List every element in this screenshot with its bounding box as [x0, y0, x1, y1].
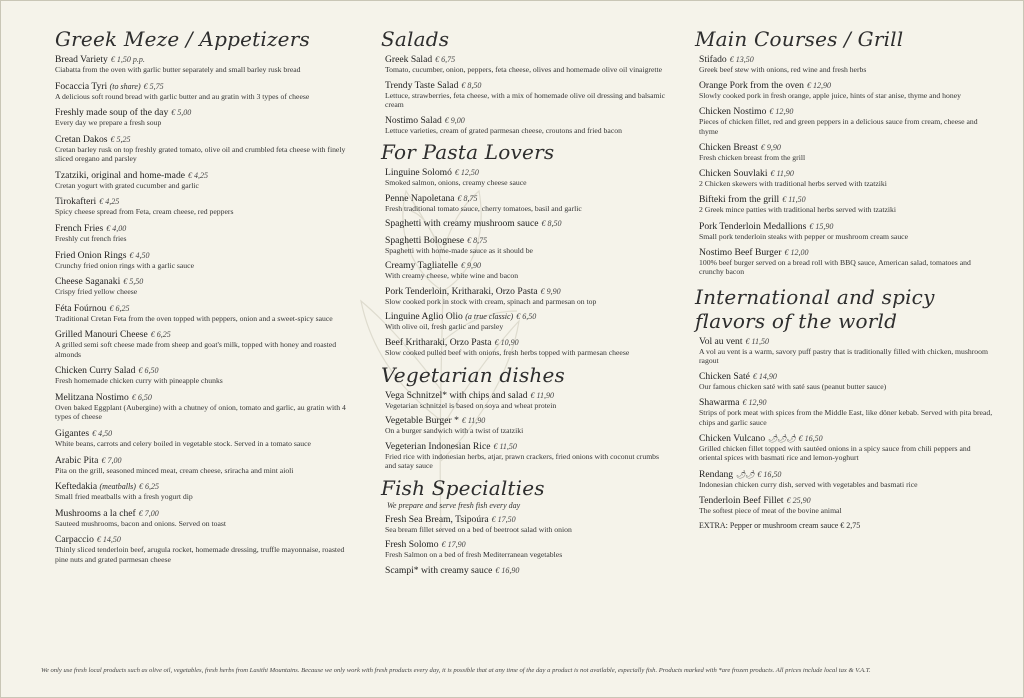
menu-item-price: € 9,00	[444, 115, 465, 125]
menu-item-header	[55, 365, 355, 376]
menu-item-name: Fresh Solomo	[385, 539, 439, 551]
menu-item	[699, 194, 995, 214]
menu-item-price: € 13,50	[729, 55, 754, 64]
menu-item-price: € 6,50	[516, 312, 537, 322]
menu-item-header	[385, 167, 671, 178]
menu-item-header	[55, 223, 355, 234]
pasta-list	[381, 167, 671, 357]
menu-item-header	[385, 260, 671, 271]
menu-item-header	[55, 508, 355, 519]
menu-item-price: € 5,75	[143, 81, 164, 91]
menu-item-description: Crunchy fried onion rings with a garlic sauce	[55, 260, 194, 270]
column-right	[695, 27, 995, 530]
menu-item-header	[385, 80, 671, 91]
menu-item	[381, 390, 671, 410]
menu-item-name: Beef Kritharaki, Orzo Pasta	[385, 336, 492, 348]
menu-item-price: € 8,50	[461, 80, 482, 90]
menu-item-price: € 5,50	[123, 277, 144, 287]
menu-item	[699, 469, 995, 489]
menu-item	[55, 303, 355, 323]
menu-item-note: (a true classic)	[465, 312, 514, 322]
menu-item	[699, 221, 995, 241]
menu-item-description: A vol au vent is a warm, savory puff pastry that is traditionally filled with chicken, mushroom ragout	[699, 346, 988, 366]
menu-item	[55, 481, 355, 501]
menu-item-name: Scampi* with creamy sauce	[385, 564, 493, 576]
menu-item	[381, 193, 671, 213]
menu-item-name: Arabic Pita	[55, 454, 99, 466]
menu-item-price: € 9,90	[460, 261, 481, 271]
menu-item	[699, 54, 995, 74]
menu-item	[55, 534, 355, 564]
section-title-vegetarian: Vegetarian dishes	[381, 362, 566, 387]
menu-item	[381, 415, 671, 435]
menu-item-price: € 11,90	[530, 390, 554, 400]
menu-item-price: € 11,50	[493, 441, 517, 451]
footer-note: We only use fresh local products such as olive oil, vegetables, fresh herbs from Lasithi Mountains. Because we only work with fresh products every day, it is possible that at any time of the day a product is not available, especially fish. Products marked with *are frozen products. All prices include local tax & V.A.T.	[41, 667, 871, 674]
menu-item-header	[55, 392, 355, 403]
menu-item-price: € 7,00	[101, 455, 122, 465]
menu-item-description: Traditional Cretan Feta from the oven topped with peppers, onion and a sweet-spicy sauce	[55, 313, 333, 323]
menu-item-header	[385, 54, 671, 65]
menu-item-price: € 16,90	[495, 565, 520, 575]
menu-item-description: Vegetarian schnitzel is based on soya and wheat protein	[385, 400, 557, 410]
menu-item-description: Every day we prepare a fresh soup	[55, 118, 162, 128]
menu-item-price: € 6,25	[150, 330, 171, 340]
menu-item-name: Féta Foúrnou	[55, 302, 107, 314]
menu-item-description: Ciabatta from the oven with garlic butter separately and small barley rusk bread	[55, 65, 301, 74]
menu-item-price: € 16,50	[798, 434, 823, 444]
menu-item-description: Spaghetti with home-made sauce as it should be	[385, 245, 533, 255]
menu-item-description: Pieces of chicken fillet, red and green peppers in a delicious sauce from cream, cheese and thyme	[699, 117, 978, 136]
menu-item-header	[385, 311, 671, 322]
menu-item	[699, 371, 995, 391]
menu-item	[381, 167, 671, 187]
menu-item-price: € 15,90	[809, 221, 834, 231]
menu-item-note: (meatballs)	[99, 482, 136, 492]
menu-item-price: € 10,90	[494, 337, 519, 347]
menu-item-description: Lettuce, strawberries, feta cheese, with a mix of homemade olive oil dressing and balsamic cream	[385, 90, 666, 109]
menu-item-description: Our famous chicken saté with saté saus (peanut butter sauce)	[699, 382, 887, 392]
menu-item-name: Vegeterian Indonesian Rice	[385, 440, 491, 452]
menu-item-name: Shawarma	[699, 397, 740, 409]
menu-item-name: Trendy Taste Salad	[385, 79, 459, 91]
menu-item	[699, 397, 995, 427]
menu-item-price: € 6,25	[109, 303, 130, 313]
menu-item-name: Focaccia Tyri	[55, 80, 108, 92]
menu-item-header	[55, 81, 355, 92]
menu-item-header	[699, 469, 995, 480]
section-title-fish: Fish Specialties	[381, 475, 545, 500]
menu-item	[381, 115, 671, 135]
menu-item-price: € 6,50	[138, 366, 159, 376]
menu-item-name: Cretan Dakos	[55, 133, 108, 145]
menu-item-price: € 11,90	[461, 416, 486, 426]
menu-item-name: Nostimo Salad	[385, 114, 442, 126]
menu-item-description: Small fried meatballs with a fresh yogurt dip	[55, 492, 193, 502]
menu-item-header	[699, 495, 995, 506]
menu-item	[55, 223, 355, 243]
menu-item-header	[385, 539, 671, 550]
menu-item-name: Fried Onion Rings	[55, 249, 127, 261]
menu-item-description: Fresh Salmon on a bed of fresh Mediterranean vegetables	[385, 550, 563, 560]
menu-item-description: Fried rice with indonesian herbs, atjar, prawn crackers, fried onions with coconut crumbs and satay sauce	[385, 451, 660, 471]
menu-item-description: Small pork tenderloin steaks with pepper or mushroom cream sauce	[699, 231, 909, 241]
menu-item-header	[55, 428, 355, 439]
menu-item-price: € 12,50	[454, 168, 479, 178]
menu-item-price: € 14,90	[752, 372, 777, 382]
menu-item-header	[385, 514, 671, 525]
menu-item-description: Slow cooked pork in stock with cream, spinach and parmesan on top	[385, 296, 597, 306]
menu-item-price: € 25,90	[786, 495, 811, 505]
menu-item-header	[385, 415, 671, 426]
menu-item-description: A delicious soft round bread with garlic butter and au gratin with 3 types of cheese	[55, 91, 310, 101]
menu-item-name: Chicken Vulcano	[699, 433, 766, 445]
menu-item-name: Tenderloin Beef Fillet	[699, 494, 784, 506]
menu-item-header	[55, 54, 355, 65]
menu-item-price: € 17,50	[491, 514, 516, 524]
menu-item-description: Crispy fried yellow cheese	[55, 287, 138, 297]
column-middle	[381, 27, 671, 581]
menu-item	[699, 80, 995, 100]
menu-item	[381, 235, 671, 255]
menu-item-header	[699, 194, 995, 205]
section-title-international: International and spicy flavors of the world	[695, 284, 935, 333]
menu-item	[381, 286, 671, 306]
menu-item-description: With olive oil, fresh garlic and parsley	[385, 322, 504, 332]
menu-item-description: Lettuce varieties, cream of grated parmesan cheese, croutons and fried bacon	[385, 125, 622, 135]
menu-item-name: Freshly made soup of the day	[55, 107, 169, 119]
menu-item-name: Chicken Curry Salad	[55, 365, 136, 377]
menu-item	[55, 250, 355, 270]
menu-item-note: (to share)	[109, 81, 141, 91]
menu-item	[381, 539, 671, 559]
menu-item	[381, 260, 671, 280]
menu-item-header	[699, 168, 995, 179]
menu-item	[55, 107, 355, 127]
menu-item-name: Fresh Sea Bream, Tsipoúra	[385, 513, 489, 525]
menu-item-price: € 4,25	[188, 170, 208, 180]
mains-list	[695, 54, 995, 277]
menu-item-price: € 4,00	[106, 223, 127, 233]
menu-item-name: Stifado	[699, 54, 727, 65]
menu-item-description: Fresh homemade chicken curry with pineapple chunks	[55, 376, 223, 386]
menu-item-price: € 5,25	[110, 134, 131, 144]
menu-item-name: Orange Pork from the oven	[699, 80, 804, 92]
vegetarian-list	[381, 390, 671, 471]
menu-item-description: Indonesian chicken curry dish, served with vegetables and basmati rice	[699, 479, 918, 489]
menu-item-header	[385, 235, 671, 246]
menu-item	[55, 196, 355, 216]
menu-item-name: Chicken Saté	[699, 371, 750, 383]
menu-item-header	[385, 115, 671, 126]
menu-item-header	[699, 221, 995, 232]
menu-item-header	[699, 80, 995, 91]
menu-item-price: € 6,50	[131, 392, 152, 402]
menu-item-description: Smoked salmon, onions, creamy cheese sauce	[385, 178, 527, 188]
menu-item-description: On a burger sandwich with a twist of tzatziki	[385, 426, 524, 436]
menu-item-name: Greek Salad	[385, 54, 433, 65]
menu-item	[699, 142, 995, 162]
menu-item	[381, 218, 671, 229]
menu-item-header	[55, 107, 355, 118]
menu-item-header	[699, 106, 995, 117]
menu-item-name: Tirokafteri	[55, 196, 97, 208]
menu-item-header	[55, 534, 355, 545]
menu-item-name: Mushrooms a la chef	[55, 507, 136, 519]
menu-item-name: Spaghetti Bolognese	[385, 234, 465, 246]
menu-item-name: Vol au vent	[699, 335, 743, 347]
menu-item-description: 2 Chicken skewers with traditional herbs served with tzatziki	[699, 179, 887, 189]
menu-item-header	[699, 336, 995, 347]
menu-item-price: € 8,75	[467, 235, 488, 245]
menu-item-name: Grilled Manouri Cheese	[55, 329, 148, 341]
menu-item-description: Sauteed mushrooms, bacon and onions. Served on toast	[55, 518, 227, 528]
menu-item-header	[385, 286, 671, 297]
fish-list	[381, 514, 671, 576]
menu-item-header	[55, 134, 355, 145]
menu-item-price: € 12,90	[806, 81, 831, 91]
menu-item-description: A grilled semi soft cheese made from sheep and goat's milk, topped with honey and roasted almonds	[55, 340, 337, 359]
menu-item-description: Cretan barley rusk on top freshly grated tomato, olive oil and crumbled feta cheese with finely sliced oregano and parsley	[55, 144, 346, 164]
menu-item-price: € 5,00	[171, 108, 192, 118]
menu-item-header	[699, 397, 995, 408]
menu-item-name: Chicken Breast	[699, 142, 758, 154]
menu-item	[381, 441, 671, 471]
menu-item-name: Bread Variety	[55, 54, 108, 65]
menu-item	[381, 514, 671, 534]
menu-item-description: Slow cooked pulled beef with onions, fresh herbs topped with parmesan cheese	[385, 347, 630, 357]
menu-item	[381, 337, 671, 357]
menu-item-name: Carpaccio	[55, 534, 94, 546]
menu-item	[55, 428, 355, 448]
menu-item-name: Chicken Souvlaki	[699, 168, 768, 180]
menu-item-header	[385, 218, 671, 229]
menu-item-header	[55, 329, 355, 340]
menu-item	[699, 168, 995, 188]
menu-item-header	[385, 565, 671, 576]
menu-item-price: € 7,00	[138, 508, 159, 518]
menu-item-name: Pork Tenderloin, Kritharaki, Orzo Pasta	[385, 285, 538, 297]
menu-item-name: Vega Schnitzel* with chips and salad	[385, 389, 528, 401]
menu-item	[55, 365, 355, 385]
menu-item-description: Tomato, cucumber, onion, peppers, feta cheese, olives and homemade olive oil vinaigrette	[385, 65, 663, 74]
menu-item-name: Spaghetti with creamy mushroom sauce	[385, 218, 539, 230]
menu-item-price: € 9,90	[540, 286, 561, 296]
menu-item-header	[699, 142, 995, 153]
menu-item-price: € 12,90	[742, 398, 767, 408]
menu-item	[55, 81, 355, 101]
menu-item	[55, 508, 355, 528]
menu-item	[699, 433, 995, 463]
menu-item-header	[385, 193, 671, 204]
menu-item-price: € 4,50	[92, 428, 113, 438]
menu-item-price: € 4,50	[129, 250, 150, 260]
menu-item-header	[55, 276, 355, 287]
menu-item-price: € 16,50	[757, 469, 782, 479]
menu-item-description: Thinly sliced tenderloin beef, arugula rocket, homemade dressing, truffle mayonnaise, roasted pine nuts and grated parmesan cheese	[55, 545, 345, 564]
menu-item-name: Penne Napoletana	[385, 192, 455, 204]
menu-item-header	[55, 196, 355, 207]
menu-item	[699, 495, 995, 515]
menu-item	[381, 80, 671, 110]
menu-item-name: Rendang	[699, 468, 734, 480]
menu-item-description: Cretan yogurt with grated cucumber and garlic	[55, 180, 199, 190]
menu-item-header	[699, 371, 995, 382]
section-title-meze: Greek Meze / Appetizers	[55, 27, 310, 51]
menu-item-name: Pork Tenderloin Medallions	[699, 220, 807, 232]
menu-item-name: Linguine Solomó	[385, 167, 452, 179]
menu-item	[381, 54, 671, 74]
menu-item	[55, 455, 355, 475]
menu-item-description: Sea bream fillet served on a bed of beetroot salad with onion	[385, 524, 572, 534]
menu-item	[381, 311, 671, 331]
menu-item-price: € 6,25	[138, 482, 159, 492]
menu-item-price: € 4,25	[99, 197, 120, 207]
menu-item-description: Fresh chicken breast from the grill	[699, 153, 806, 163]
menu-item-price: € 8,50	[541, 219, 562, 229]
menu-item-header	[699, 247, 995, 258]
menu-item-description: Strips of pork meat with spices from the Middle East, like döner kebab. Served with pita bread, chips and garlic sauce	[699, 408, 993, 427]
menu-item	[381, 565, 671, 576]
international-list	[695, 336, 995, 516]
menu-item-price: € 12,00	[784, 247, 809, 257]
menu-item-price: € 1,50 p.p.	[110, 55, 145, 64]
menu-item-price: € 9,90	[760, 143, 781, 153]
menu-item-name: Melitzana Nostimo	[55, 391, 129, 403]
menu-item-header	[385, 337, 671, 348]
chili-pepper-icon: 🌶🌶	[736, 469, 755, 479]
menu-item-header	[55, 455, 355, 466]
meze-list	[55, 54, 355, 564]
menu-item-description: With creamy cheese, white wine and bacon	[385, 271, 519, 281]
menu-item	[55, 392, 355, 422]
menu-item-header	[699, 54, 995, 65]
chili-pepper-icon: 🌶🌶🌶	[768, 434, 796, 444]
menu-item-price: € 11,50	[782, 195, 806, 205]
menu-item-description: Pita on the grill, seasoned minced meat, cream cheese, sriracha and mint aioli	[55, 465, 294, 475]
menu-item-description: The softest piece of meat of the bovine animal	[699, 505, 842, 515]
menu-item-price: € 11,90	[770, 169, 794, 179]
menu-item	[699, 336, 995, 366]
menu-item	[55, 276, 355, 296]
menu-item	[55, 134, 355, 164]
menu-item-name: Gigantes	[55, 427, 90, 439]
menu-item-name: Vegetable Burger *	[385, 415, 459, 427]
menu-item-name: Chicken Nostimo	[699, 106, 767, 118]
menu-item-header	[55, 481, 355, 492]
menu-item-price: € 11,50	[745, 336, 769, 346]
menu-item-price: € 17,90	[441, 540, 466, 550]
menu-item	[55, 170, 355, 190]
menu-item-description: Freshly cut french fries	[55, 233, 127, 243]
menu-item-name: Cheese Saganaki	[55, 276, 121, 288]
menu-item-header	[55, 170, 355, 181]
menu-item-description: Spicy cheese spread from Feta, cream cheese, red peppers	[55, 207, 234, 217]
menu-item-header	[55, 250, 355, 261]
section-title-mains: Main Courses / Grill	[695, 27, 904, 51]
menu-item-description: Fresh traditional tomato sauce, cherry tomatoes, basil and garlic	[385, 203, 582, 213]
menu-item-name: Creamy Tagliatelle	[385, 260, 458, 272]
menu-item-header	[385, 441, 671, 452]
salads-list	[381, 54, 671, 135]
menu-item-header	[55, 303, 355, 314]
menu-item-name: Tzatziki, original and home-made	[55, 169, 185, 181]
menu-item	[55, 329, 355, 359]
menu-item-description: Oven baked Eggplant (Aubergine) with a chutney of onion, tomato and garlic, au gratin with 4 types of cheese	[55, 402, 346, 422]
menu-item-price: € 8,75	[457, 193, 478, 203]
extra-note: EXTRA: Pepper or mushroom cream sauce € 2,75	[699, 521, 861, 531]
menu-item-name: Linguine Aglio Olio	[385, 311, 463, 323]
menu-item-name: French Fries	[55, 222, 104, 234]
menu-item-description: 100% beef burger served on a bread roll with BBQ sauce, American salad, tomatoes and crunchy bacon	[699, 257, 971, 277]
menu-item-description: Greek beef stew with onions, red wine and fresh herbs	[699, 65, 867, 74]
menu-item-name: Bifteki from the grill	[699, 194, 780, 206]
fish-note: We prepare and serve fresh fish every day	[387, 500, 521, 510]
section-title-salads: Salads	[381, 27, 450, 51]
column-left	[55, 27, 355, 570]
menu-item-price: € 12,90	[769, 107, 794, 117]
menu-item-description: White beans, carrots and celery boiled in vegetable stock. Served in a tomato sauce	[55, 438, 311, 448]
menu-item-price: € 6,75	[435, 55, 456, 64]
menu-item	[699, 247, 995, 277]
menu-item-price: € 14,50	[96, 535, 121, 545]
menu-item-header	[699, 433, 995, 444]
menu-item-name: Nostimo Beef Burger	[699, 246, 782, 258]
section-title-pasta: For Pasta Lovers	[381, 140, 555, 165]
menu-item	[55, 54, 355, 74]
menu-item-description: Grilled chicken fillet topped with sautéed onions in a spicy sauce from chili peppers and oriental spices with basmati rice and lemon-yoghurt	[699, 444, 971, 463]
menu-item-header	[385, 390, 671, 401]
menu-item-name: Keftedakia	[55, 481, 98, 493]
menu-item	[699, 106, 995, 136]
menu-item-description: 2 Greek mince patties with traditional herbs served with tzatziki	[699, 205, 897, 215]
menu-item-description: Slowly cooked pork in fresh orange, apple juice, hints of star anise, thyme and honey	[699, 91, 961, 101]
